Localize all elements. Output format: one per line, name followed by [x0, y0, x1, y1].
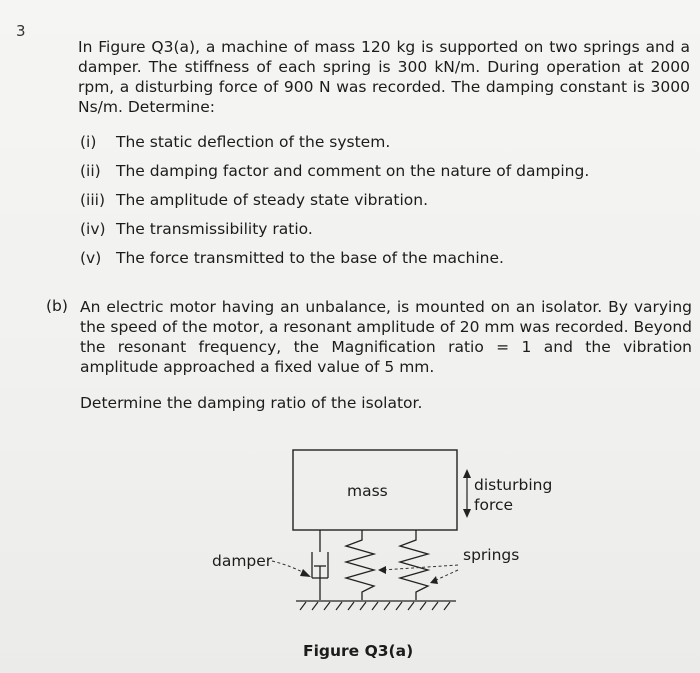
item-text: The force transmitted to the base of the machine.	[116, 249, 504, 267]
force-label-line2: force	[474, 496, 514, 514]
springs-label: springs	[463, 546, 520, 564]
force-label-line1: disturbing	[474, 476, 553, 494]
part-b-label: (b)	[46, 297, 68, 315]
figure-caption: Figure Q3(a)	[303, 642, 414, 660]
item-number: (ii)	[80, 162, 101, 180]
mass-label: mass	[347, 482, 388, 500]
damper-icon	[312, 530, 328, 600]
item-number: (iv)	[80, 220, 106, 238]
part-a-text: In Figure Q3(a), a machine of mass 120 kg is supported on two springs and a damper. The stiffness of each spring is 300 kN/m. During operation at 2000 rpm, a disturbing force of 900 N was recorded. The damping constant is 3000 Ns/m. Determine:	[78, 38, 690, 116]
item-text: The damping factor and comment on the nature of damping.	[116, 162, 590, 180]
spring-right-icon	[400, 530, 428, 600]
force-arrow-icon	[463, 469, 471, 518]
damper-leader-arrow-icon	[272, 561, 311, 577]
part-b-determine: Determine the damping ratio of the isolator.	[80, 394, 423, 412]
damper-label: damper	[212, 552, 273, 570]
spring-left-icon	[346, 530, 374, 600]
question-number: 3	[16, 22, 26, 40]
springs-leader-arrows-icon	[378, 565, 458, 584]
item-number: (i)	[80, 133, 97, 151]
ground-icon	[296, 601, 456, 610]
item-text: The transmissibility ratio.	[116, 220, 313, 238]
item-number: (v)	[80, 249, 102, 267]
part-b-text: An electric motor having an unbalance, is mounted on an isolator. By varying the speed of the motor, a resonant amplitude of 20 mm was recorded. Beyond the resonant frequency, the Magnification ratio = 1 and the vibration amplitude approached a fixed value of 5 mm.	[80, 298, 692, 376]
item-text: The static deflection of the system.	[116, 133, 391, 151]
item-number: (iii)	[80, 191, 106, 209]
item-text: The amplitude of steady state vibration.	[116, 191, 428, 209]
